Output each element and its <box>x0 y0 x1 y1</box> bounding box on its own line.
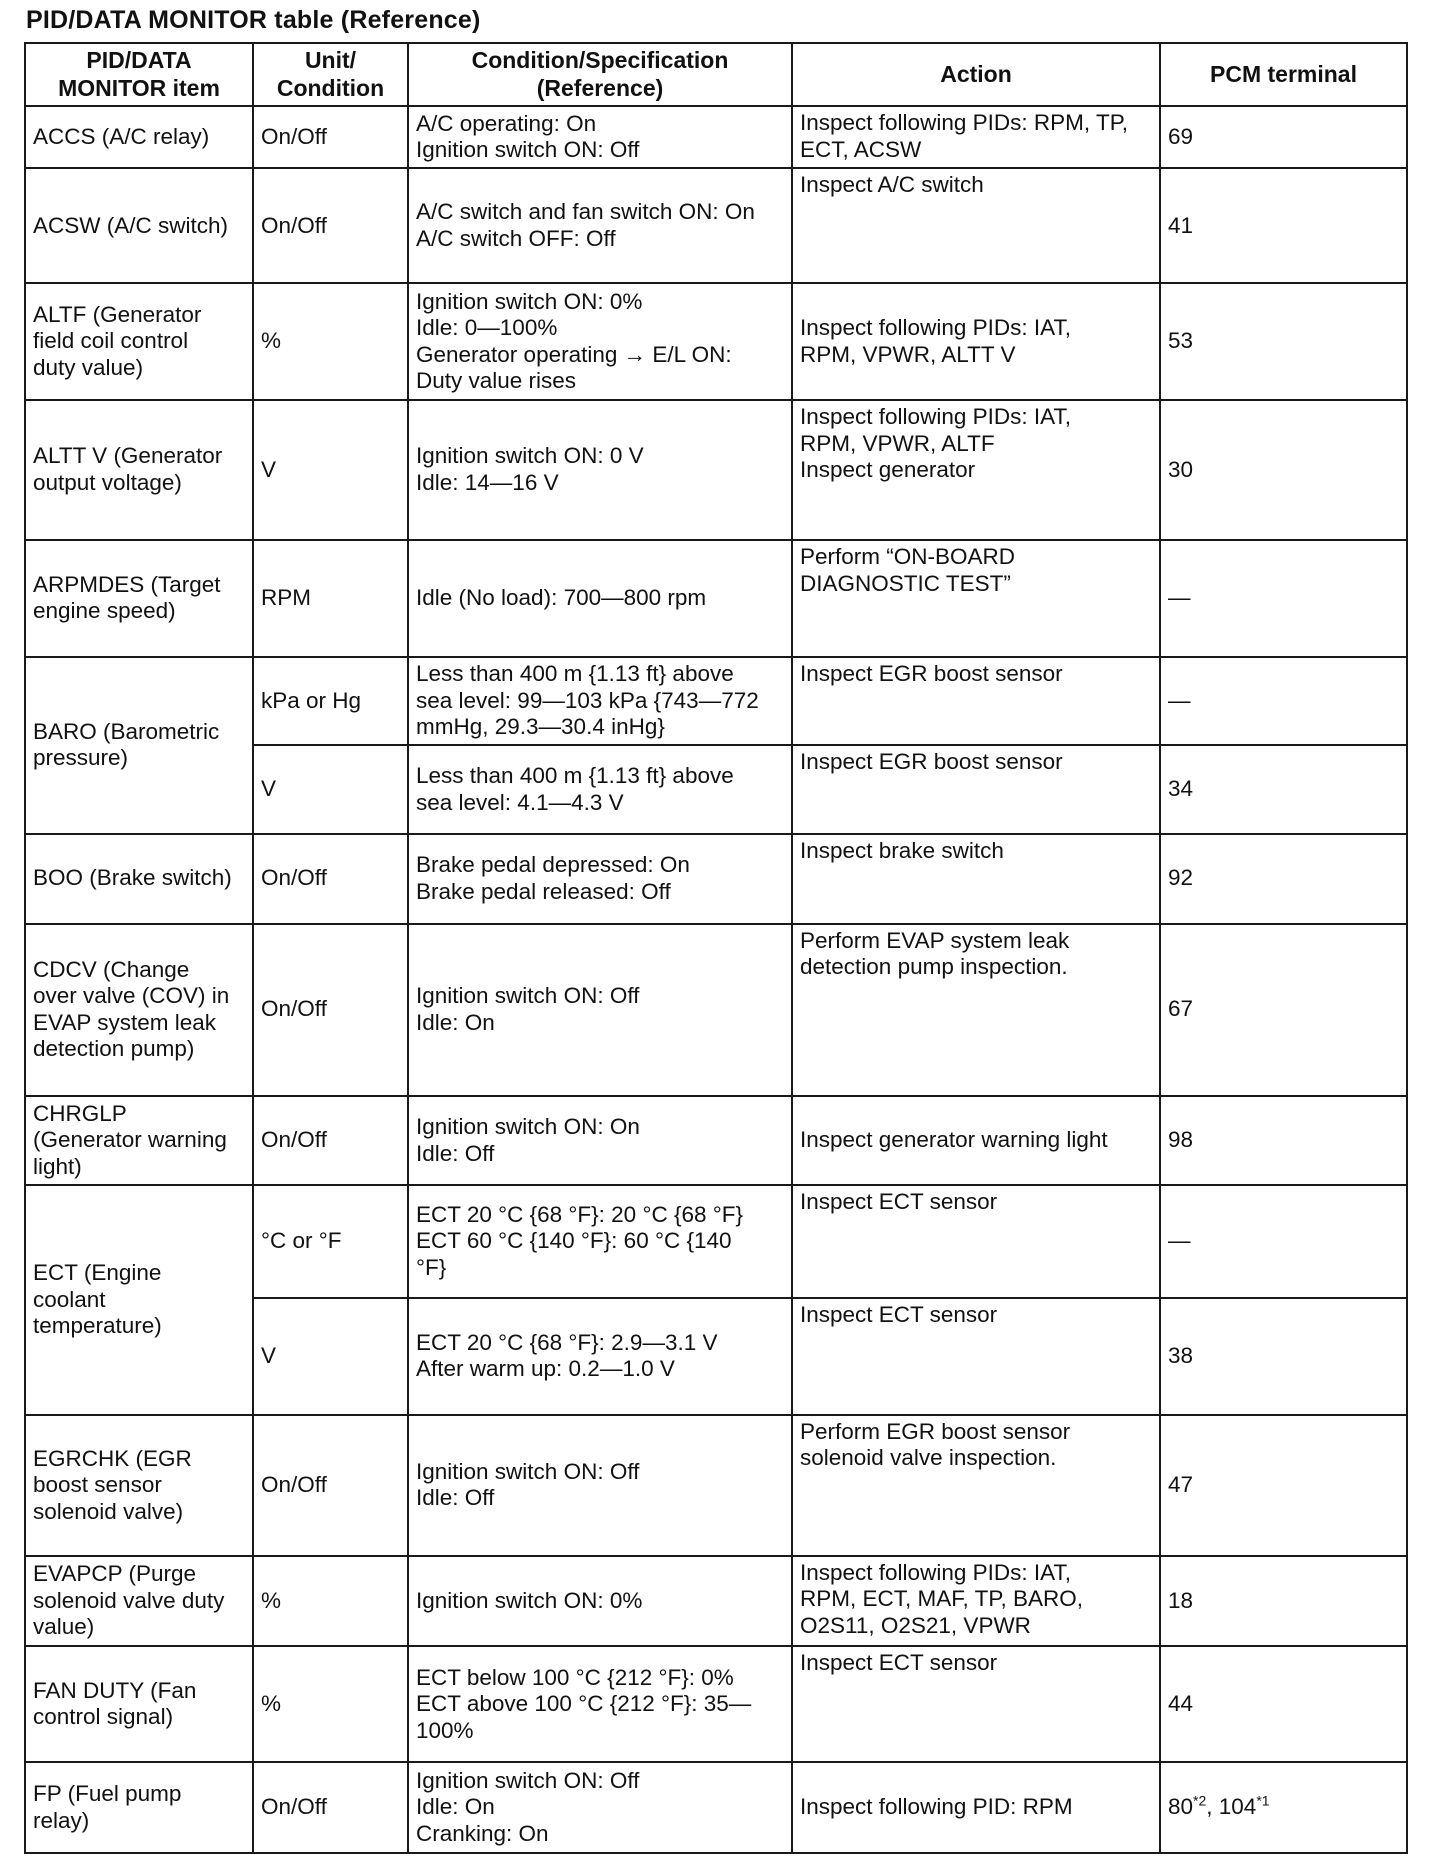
item-cell: BARO (Barometric pressure) <box>25 657 253 834</box>
action-cell: Inspect following PIDs: RPM, TP, ECT, ACSW <box>792 106 1160 168</box>
action-cell: Perform EVAP system leak detection pump inspection. <box>792 924 1160 1096</box>
table-row <box>25 1762 1407 1853</box>
table-row <box>25 283 1407 400</box>
table-row <box>25 924 1407 1096</box>
terminal-cell: 67 <box>1160 924 1407 1096</box>
table-row <box>25 1556 1407 1647</box>
terminal-cell: 18 <box>1160 1556 1407 1647</box>
item-cell: ALTT V (Generator output voltage) <box>25 400 253 540</box>
item-cell: FP (Fuel pump relay) <box>25 1762 253 1853</box>
condition-cell: Ignition switch ON: Off Idle: Off <box>408 1415 792 1556</box>
header-action: Action <box>792 43 1160 106</box>
action-cell: Inspect EGR boost sensor <box>792 745 1160 834</box>
terminal-cell: 44 <box>1160 1646 1407 1762</box>
table-row <box>25 1646 1407 1762</box>
condition-cell: Less than 400 m {1.13 ft} above sea level: 4.1—4.3 V <box>408 745 792 834</box>
pid-data-monitor-table <box>24 42 1408 1854</box>
condition-cell: Brake pedal depressed: On Brake pedal released: Off <box>408 834 792 924</box>
unit-cell: On/Off <box>253 1096 408 1186</box>
unit-cell: On/Off <box>253 924 408 1096</box>
condition-cell: Ignition switch ON: 0% <box>408 1556 792 1647</box>
action-cell: Inspect generator warning light <box>792 1096 1160 1186</box>
item-cell: EVAPCP (Purge solenoid valve duty value) <box>25 1556 253 1647</box>
condition-cell: Ignition switch ON: Off Idle: On <box>408 924 792 1096</box>
unit-cell: V <box>253 400 408 540</box>
item-cell: ECT (Engine coolant temperature) <box>25 1185 253 1415</box>
unit-cell: V <box>253 1298 408 1415</box>
unit-cell: % <box>253 283 408 400</box>
table-row <box>25 1096 1407 1186</box>
table-row <box>25 834 1407 924</box>
condition-cell: ECT below 100 °C {212 °F}: 0% ECT above 100 °C {212 °F}: 35— 100% <box>408 1646 792 1762</box>
condition-cell: Ignition switch ON: 0% Idle: 0—100% Generator operating → E/L ON: Duty value rises <box>408 283 792 400</box>
item-cell: ALTF (Generator field coil control duty value) <box>25 283 253 400</box>
header-condition: Condition/Specification (Reference) <box>408 43 792 106</box>
unit-cell: % <box>253 1646 408 1762</box>
terminal-cell: 38 <box>1160 1298 1407 1415</box>
table-row <box>25 106 1407 168</box>
condition-cell: Ignition switch ON: 0 V Idle: 14—16 V <box>408 400 792 540</box>
unit-cell: On/Off <box>253 168 408 283</box>
action-cell: Inspect following PIDs: IAT, RPM, VPWR, ALTF Inspect generator <box>792 400 1160 540</box>
terminal-cell: 53 <box>1160 283 1407 400</box>
action-cell: Inspect brake switch <box>792 834 1160 924</box>
action-cell: Inspect following PIDs: IAT, RPM, ECT, MAF, TP, BARO, O2S11, O2S21, VPWR <box>792 1556 1160 1647</box>
condition-cell: ECT 20 °C {68 °F}: 20 °C {68 °F} ECT 60 °C {140 °F}: 60 °C {140 °F} <box>408 1185 792 1298</box>
terminal-cell: 98 <box>1160 1096 1407 1186</box>
item-cell: CHRGLP (Generator warning light) <box>25 1096 253 1186</box>
action-cell: Inspect ECT sensor <box>792 1185 1160 1298</box>
action-cell: Inspect following PIDs: IAT, RPM, VPWR, ALTT V <box>792 283 1160 400</box>
action-cell: Inspect A/C switch <box>792 168 1160 283</box>
item-cell: BOO (Brake switch) <box>25 834 253 924</box>
terminal-cell: — <box>1160 1185 1407 1298</box>
action-cell: Inspect EGR boost sensor <box>792 657 1160 746</box>
terminal-b-note: *1 <box>1256 1792 1270 1809</box>
terminal-separator: , <box>1206 1794 1219 1820</box>
terminal-cell: 69 <box>1160 106 1407 168</box>
condition-cell: A/C operating: On Ignition switch ON: Off <box>408 106 792 168</box>
item-cell: CDCV (Change over valve (COV) in EVAP system leak detection pump) <box>25 924 253 1096</box>
item-cell: ACSW (A/C switch) <box>25 168 253 283</box>
table-row <box>25 400 1407 540</box>
condition-cell: A/C switch and fan switch ON: On A/C switch OFF: Off <box>408 168 792 283</box>
item-cell: EGRCHK (EGR boost sensor solenoid valve) <box>25 1415 253 1556</box>
condition-cell: Less than 400 m {1.13 ft} above sea level: 99—103 kPa {743—772 mmHg, 29.3—30.4 inHg} <box>408 657 792 746</box>
condition-cell: ECT 20 °C {68 °F}: 2.9—3.1 V After warm up: 0.2—1.0 V <box>408 1298 792 1415</box>
unit-cell: °C or °F <box>253 1185 408 1298</box>
unit-cell: On/Off <box>253 106 408 168</box>
table-row <box>25 657 1407 746</box>
item-cell: ACCS (A/C relay) <box>25 106 253 168</box>
terminal-cell: 34 <box>1160 745 1407 834</box>
unit-cell: V <box>253 745 408 834</box>
terminal-cell: 30 <box>1160 400 1407 540</box>
item-cell: FAN DUTY (Fan control signal) <box>25 1646 253 1762</box>
action-cell: Perform “ON-BOARD DIAGNOSTIC TEST” <box>792 540 1160 657</box>
terminal-cell: 92 <box>1160 834 1407 924</box>
header-unit: Unit/ Condition <box>253 43 408 106</box>
table-row <box>25 540 1407 657</box>
unit-cell: On/Off <box>253 834 408 924</box>
terminal-cell: 41 <box>1160 168 1407 283</box>
terminal-cell: — <box>1160 540 1407 657</box>
unit-cell: On/Off <box>253 1762 408 1853</box>
header-pcm-terminal: PCM terminal <box>1160 43 1407 106</box>
table-title: PID/DATA MONITOR table (Reference) <box>26 6 481 34</box>
action-cell: Perform EGR boost sensor solenoid valve inspection. <box>792 1415 1160 1556</box>
action-cell: Inspect ECT sensor <box>792 1298 1160 1415</box>
header-item: PID/DATA MONITOR item <box>25 43 253 106</box>
action-cell: Inspect ECT sensor <box>792 1646 1160 1762</box>
unit-cell: kPa or Hg <box>253 657 408 746</box>
unit-cell: RPM <box>253 540 408 657</box>
item-cell: ARPMDES (Target engine speed) <box>25 540 253 657</box>
table-row <box>25 1415 1407 1556</box>
header-row <box>25 43 1407 106</box>
condition-cell: Idle (No load): 700—800 rpm <box>408 540 792 657</box>
terminal-a: 80 <box>1168 1794 1194 1820</box>
table-row <box>25 1185 1407 1298</box>
terminal-cell <box>1160 1762 1407 1853</box>
condition-cell: Ignition switch ON: Off Idle: On Cranking: On <box>408 1762 792 1853</box>
terminal-cell: — <box>1160 657 1407 746</box>
terminal-cell: 47 <box>1160 1415 1407 1556</box>
condition-cell: Ignition switch ON: On Idle: Off <box>408 1096 792 1186</box>
terminal-a-note: *2 <box>1193 1792 1207 1809</box>
unit-cell: On/Off <box>253 1415 408 1556</box>
unit-cell: % <box>253 1556 408 1647</box>
action-cell: Inspect following PID: RPM <box>792 1762 1160 1853</box>
terminal-b: 104 <box>1218 1794 1257 1820</box>
table-row <box>25 168 1407 283</box>
